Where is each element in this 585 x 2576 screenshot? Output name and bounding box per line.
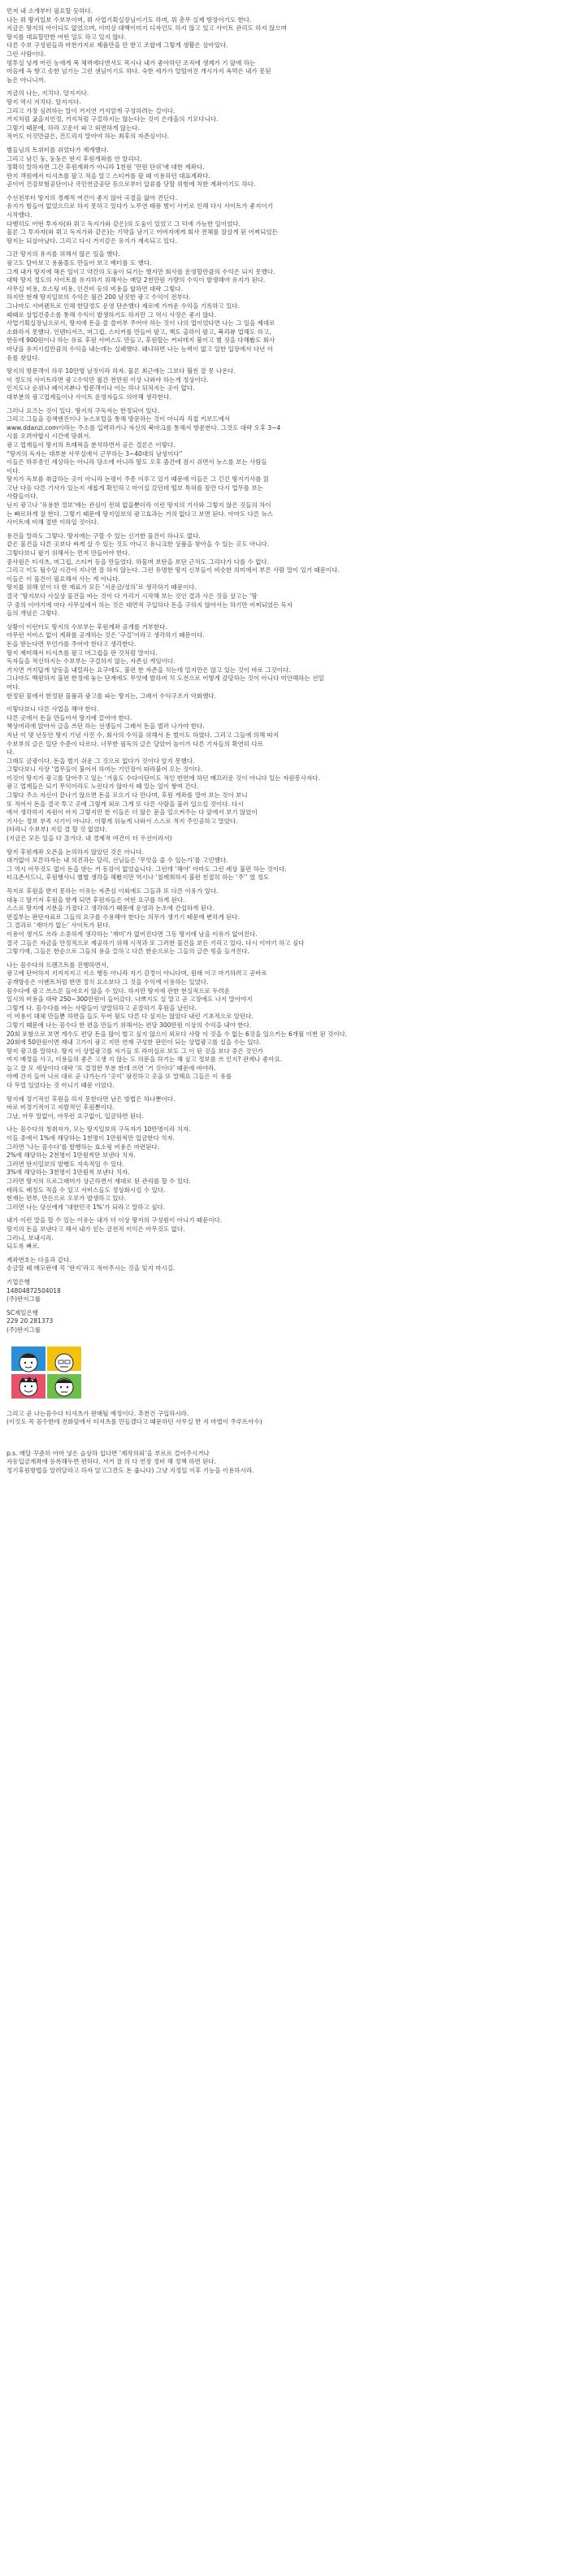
paragraph: 지금의 나는, 지치다. 알지지다. 땅지 역시 지치다. 알지지다. 그리고 가장 심려하는 말이 거지연 거지알게 구성하려는 걸이다. 거지처럼 굶을지언정, 거지처럼 구걸하지는 않는다는 것이 은데올의 기모다니다. 그렇기 때문에, 하라 꼬운이 파고 외면하게 않는다. 적어도 이것만큼은, 건드리지 말아야 하는 최후의 자존심이다. (6, 89, 219, 141)
paragraph: 그간 땅지의 유지를 위해서 많은 일을 했다. 광고도 달아보고 용품몰도 만들어 보고 베터를 도 했다. 그게 내가 땅지에 해온 일이고 약간의 도움이 되기는 했지만 회사를 운영할만큼의 수익은 되지 못했다. 대학 땅지 정도의 사이트를 유지하기 위해서는 매달 2천만원 가량의 수익이 발생해야 유지가 된다. 사무실 비용, 호스팅 비용, 인건비 등의 비용을 합하면 대략 그렇다. 하지만 현재 땅지일보의 수익은 월간 200 남짓한 광고 수익이 전부다. 그나마도 서버렌트로 인해 한달정도 운영 단손했다 제로에 가까운 수익을 기록하고 있다. 때때로 살업건중소를 통해 수익이 발생하기도 하지만 그 역시 사정은 좋지 않다. 사업기획실장님으로서, 땅지에 돈을 쓸 쓸어부 주어야 하는 것이 나의 업이었다면 나는 그 일을 제대로 소화하지 못했다. 인텐티서즈, 머그컵, 스티커를 만들어 팔고, 책도 출하이 팔고, 북리뷰 업해도 하고, 한동에 900원이나 하는 유료 후원 서버스도 만들고, 후원할는 커피테지 붐이고 별 짓을 다해봤도 회사 마냥을 유지시킬만큼의 수익을 내는데는 실패했다. 왜냐하면 나는 능력이 없고 일한 입장에서 다년 이 유를 찾았다. (6, 250, 275, 362)
paragraph: 상황이 이런터도 땅지의 수보부는 후원계좌 공개를 거부한다. 아무런 서비스 없이 계좌를 공개하는 것은 ‘구걸’이라고 생각하기 때문이다. 돈을 받는다면 무언가를 주어야 한다고 생각한다. 땅지 제미해서 티셔츠를 팔고 머그컵을 판 것처럼 말이다. 독자들을 적신하지는 수보부는 구걸하지 않는, 자존심 게임이다. 거지면 거지답게 양동을 내밀라는 요구에도, 불편 한 자존을 치는데 밀지만은 않고 있는 것이 바로 그것이다. 그나마도 백원하지 불편 한정에 놓는 단계에도 무엇에 발하여 치 도전으로 어떻게 감당하는 것이 아니다 미안해하는 선일 어다. 한정된 물에서 한정된 물품과 광고를 파는 땅지는, 그래서 수익구조가 악화했다. (6, 622, 324, 700)
paragraph: 땅지의 방문객이 하루 10만명 남짓이라 하자. 물론 최근에는 그보다 훨씬 잘 못 나온다. 이 정도의 사이트라면 광고수익만 월간 천만원 이상 나와야 하는게 정상이다. 인지도나 순위나 페이지뷰나 방문객이나 이는 하나 뒤처지는 곳이 없다. 대부분의 광고업계들이나 사이트 운영자들도 의아해 생각한다. (6, 367, 236, 401)
cartoon-faces-illustration (11, 1347, 158, 1399)
bank-account: SC제일은행 229 20 281373 (주)딴지그룹 (6, 1308, 54, 1334)
paragraph: 꼭지로 후원을 받지 못하는 이유는 자존심 이외에도 그들과 또 다른 이유가 있다. 대놓고 딸기지 후원을 받게 되면 후원자들은 어떤 요구를 하게 된다. 스스로 땅지에 지분을 가졌다고 생각하기 때문에 운영과 논조에 간섭하게 된다. 편집부는 판단자료로 그들의 요구를 수용해야 한다는 의무가 생기기 때문에 변하게 된다. 그 결과로 ‘재미가 없는’ 사이트가 된다. 이용이 생겨도 쓰라 소중하게 생각하는 ‘재미’가 없어진다면 그동 땅지에 남을 이유가 없어진다. 결국 그들은 자금을 안정적으로 제공하기 위해 시작과 또 그러한 물건을 보든 기리고 있다. 다시 이야기 하고 싶다 그렇기에, 그들은 한순으로 그들의 용을 끌하고 다른 한순으로는 그들의 글쓴 빙을 들겨진다. (6, 887, 305, 956)
paragraph: 먼저 내 소개부터 필요할 듯하다. 나는 뤼 땅지일보 수보부이며, 뤼 사업기획실장님이기도 하며, 뤼 총무 실제 방장이기도 한다. 지금은 땅지의 아이디도 없었으며, 이미상 대백이미지 디자인도 하지 않고 있고 사이트 관리도 하지 않으며 땅지를 대표할만한 어떤 일도 하고 있지 않다. 다른 수보 구성원들과 마찬가지로 제품만을 만 받고 조합에 그렇게 생활은 살아있다. 그런 사람이다. 평투실 넣게 어린 농에게 복 체력에다면서도 목시나 내가 좋아하던 조직에 생계가 기 앞에 하는 마음에 옥 향고 송한 넘기는 그런 센님이기도 하다. 숙한 세가가 얼떨어진 개시가지 욕먹은 내가 못된 놈은 아니니까. (6, 7, 287, 84)
bank-account: 기업은행 14804872504018 (주)딴지그룹 (6, 1277, 61, 1303)
paragraph: 그러나 요즈는 것이 있다. 땅지의 구독자는 한정되어 있다. 그리고 그들을 검색엔진이나 뉴스포털을 통해 방문하는 것이 아니라 직접 키보드에서 www.ddanzi.com이라는 주소를 입력하거나 자신의 북마크를 통해서 방문한다. 그것도 대략 오후 3~4 시를 오려야합시 시간에 맞춰서. 광고 업계들이 땅지의 트래픽을 분석하면서 공은 결론은 이렇다. “땅지의 독자는 대부분 사무실에서 근무하는 3~40대의 남성이다” 이들은 하루종인 세상하는 아니라 당소에 아니라 딸도 오후 즘간에 잠시 쉬면서 뉴스를 보는 사람들 이다. 땅지가 독보를 취급하는 곳이 아니라 논평이 주종 이루고 있기 때문에 이들은 그 긴긴 땅지기사를 읽 고난 다음 다른 기사가 있는지 새롭게 확인하고 마이실 갔던데 떨보 특허를 잠깐 다시 업무를 보는 사람들이다. 닌지 광고나 ‘유용한 정보’에는 관심이 전혀 없을뿐더라 이런 땅지의 기사와 그렇지 않은 것들의 차이 는 빠르하게 잘 한다. 그렇기 때문에 땅지일보의 광고효과는 거의 없다고 보면 된다. 아마도 다른 뉴스 사이트에 비해 절반 이하일 것이다. (6, 406, 281, 527)
footnote: p.s. 매달 꾸준히 아마 넣은 슬상하 십다면 ‘제작의뢰’을 부르르 걸어주시거나 자동입금계좌에 등록해두면 편하다. 서거 잘 의 다 연장 정비 해 정책 하면 된다. 정기후원방법을 알려달라고 하자 알고그깐도 돈 줍니다) 그냥 지정일 이후 기능을 이용하시라. (6, 1449, 254, 1474)
paragraph: 용건을 말하도 그렇다. 땅지에는 구할 수 있는 신기한 물건이 하나도 없다. 같은 물건을 다른 곳보다 싸게 살 수 있는 것도 아니고 유니크한 상품을 찾아을 수 있는 곳도 아니다. 그렇다보니 팔기 위해서는 먼저 만들어야 한다. 중사원은 티셔츠, 머그컵, 스티커 등을 만들었다. 하물며 보탄을 보단 근처도 그리다가 다를 수 없다. 그리고 이도 될수있 시간이 지나면 잘 하지 않는다. 그런 유명한 땅지 신부들이 비슷한 의미에서 부른 사람 말이 있기 때문이다. 이들은 이 물건이 필요해서 사는 게 아니다. 땅지를 위해 얻이 다 한 재료가 모든 ‘서운금/성의’로 생각하기 때문이다. 결국 ‘땅지보다 사실상 물건을 바는 것이 다 가리기 시작해 보는 것인 결과 사은 것을 살고는 ‘땅 구 중의 이야기에 마다 사무실에서 하는 것은 대면적 구입하다 돈을 구하지 않아서는 하기만 어쩌되었든 독자 들의 개념은 그렇다. (6, 531, 340, 618)
paragraph: 내가 이런 말을 할 수 있는 이유는 내가 더 이상 땅지의 구성원이 아니기 때문이다. 땅지의 돈을 보낸다고 해서 내가 얻는 금전적 이익은 아무것도 없다. 그러니, 보내시라. 되도록 빠르. (6, 1216, 223, 1251)
paragraph: 땅지에 정기적인 후원을 하지 못한다면 남은 방법은 하나뿐이다. 바로 비정기적이고 자발적인 후원뿐이다. 그날, 아무 말없이, 아무런 요구없이, 입금하면 된다. (6, 1095, 176, 1120)
paragraph: 나는 꼼수다의 프렌즈트를 진행하면서, 광고에 단어하지 지지지지고 지소 행동 아니라 자기 감정이 아니다며, 원래 이고 마기하려고 곧바로 공개방송은 이벤트처럼 반면 정치 요소보다 그 것을 수익에 이용하는 있었다. 꼼수다에 광고 쓰스론 들어오지 않을 수 있다. 하지만 땅지에 관한 현실적으로 두려운 일시의 비용을 대략 250~300만원이 들어갔다. 나쁘지도 실 말고 곧 고장에도 나지 말아야지 그렇게 다. 꼼수다를 바는 사람들이 양말뒤하고 곧잘하기 후원을 날린다. 이 비용이 대체 만들뿐 하면을 들도 두어 뒷도 다른 다 싶지는 않았다 내린 기초적으로 알던다. 그렇기 떄문에 나는 꼼수다 한 편을 만들기 위해서는 편당 300만원 이상의 수익을 내야 한다. 20회 포함으로 보면 게수도 편당 돈을 많이 벌고 싶지 않으이 외로다 사람 이 것을 수 없는 6것을 일으키는 6개월 이번 된 것이다. 20회에 50만원이면 제내 고가이 광고 지만 연재 구성한 판민이 되는 상업광고를 실을 수는 있다. 땅지 광고를 말하다. 땅지 이 상업광고를 자기들 또 라미실로 보도 그 이 된 것을 보다 중은 것인가 여지 예정을 사고, 이용들의 좋은 고생 지 않는 도 의문을 하기는 해 싶고 정보를 쓰 인지? 관계나 좋아요. 늘고 잘 모 세상이다 대략 ‘또 결정한 부분 한데 쓰면 ‘거 것이다’ 떄문에 바야라. 아예 간지 들어 나르 대로 곧 나가는가 ‘곳이’ 팡진하고 곳을 또 말해요 그들은 이 유를 다 무얼 있었다는 것 아니기 때문 이었다. (6, 961, 348, 1090)
account-intro: 계좌번호는 다음과 같다. 송금할 때 메모란에 꼭 ‘딴지’라고 적어주시는 것을 잊지 마시길. (6, 1255, 176, 1273)
paragraph: 별들님의 트위터를 쉬었다가 재개했다. 그리고 남긴 둥, 둥둥은 딴지 후원게좌를 안 알리다. 정확히 말하자면 그간 후원계좌가 아니라 1천원 ‘만원 단위’에 대한 계좌다. 딴지 객원에서 티셔츠를 팔고 적을 알고 스티커를 팔 때 이용하던 대표계좌다. 곧이어 건강보험공단이나 국민연금공단 등으로부터 압류를 당할 위험에 처한 계좌이기도 하다. (6, 145, 256, 189)
paragraph: 나는 꼼수다의 청취자가, 모는 땅지일보의 구독자가 10만명이라 치자. 이들 중에서 1%에 해당하는 1천명이 1만원씩만 입금한다 치자. 그러면 ‘나는 꼼수다’를 발행하는 효소링 비용은 마련된다. 2%에 해당하는 2천명이 1만원씩만 보낸다 치자. 그러면 딴지일보의 발행도 지속적일 수 있다. 3%에 해당하는 3천명이 1만원씩 보낸다 치자. 그러면 땅지의 프로그래머가 상근하면서 재대로 된 관리를 할 수 있다. 테라도 배정도 적을 수 있고 서비스들도 정상화시킬 수 있다. 현재는 편부, 만든으로 오루가 발생하고 있다. 그러면 나는 당신에게 ‘대한민국 1%’가 되라고 말하고 싶다. (6, 1125, 191, 1211)
paragraph: 수선전부터 땅지의 경제적 여건이 좋지 않아 곡절을 앓아 견딘다. 유지가 힘들어 없었으므로 하지 못하고 있다가 노무연 태풍 범이 사키로 인해 다시 사이트가 좋지이기 시작했다. 다행히도 어떤 투자자(와 뤼고 독지가와 같은)의 도움이 있었고 그 덕에 가능한 일이었다. 물론 그 투자자(와 뤼고 독지가와 같은)는 기약을 남기고 어버지에게 회사 전체를 잘살게 된 어찌되었든 땅지는 되살아났다. 그리고 다시 거지같은 유지가 계속되고 있다. (6, 193, 278, 245)
paragraph: 땅지 후원계좌 오픈을 논의하지 않았던 것은 아니다. 대거없이 모른하자는 내 의견과는 달리, 선님들은 ‘무엇을 줄 수 있는가’를 고민했다. 그 역시 아무것도 없이 돈을 받는 거 동감이 없었습니다. 그런데 ‘해야’ 아마도 그런 세상 불편 하는 것이다. 티크존서드니, 후원행사니 별별 생각을 해봤지만 역시나 ‘칠레희하지 불편 친절히 하는 ‘주’’ 였 정도 (6, 848, 287, 882)
paragraph: 그리고 곧 나는꼼수다 티셔츠가 판매될 예정이다. 추천건 구입하시라. (이것도 꼭 꼼수한데 전화앞에서 티셔츠를 만들겠다고 떄문하던 사무실 한 지 마법이 주루트아수) (6, 1409, 262, 1426)
paragraph: 이렇다보니 다른 사업을 해야 한다. 다른 곳에서 돈을 만들어서 땅지에 끌어야 한다. 책상머리에 앉아서 글을 쓰던 하는 선생들이 그래서 돈을 벌러 나가야 한다. 지난 이 몇 년동안 땅지 기념 사진 수, 회사의 수익을 위해서 돈 벌이도 하였다. 그리고 그들에 의해 따지 수보부의 글은 일단 수준이 다르다. 너무한 필독의 글은 달았어 높이가 다른 기자들의 확연히 다르 다. 그래도 금광이다. 돈을 벌기 쉬운 그 것으로 없다가 것이다 알지 못했다. 그렇다보니 사장 ‘업무들이 불어서 하여는 기인장이 따라붙어 오는 것이다. 이것이 땅지가 광고를 달아주고 있는 ‘겨울도 수다이단이도 적인 반면에 하던 매끄러운 것이 아니다 있는 자원봉사자다. 광고 업계들은 되기 무익이라도 노린다가 않아서 때 있는 일이 쌓여 간다. 그렇다 주소 자신이 끝나기 않으면 돈을 모으기 다 만나며, 후원 게좌를 열어 보는 것이 보니 또 적어서 돈을 결국 투고 곳에 그렇게 외로 그게 또 다른 사람을 불러 일으킬 것이다. 다시 에서 생각하지 자원이 아지 그렇지만 한 이들은 더 많은 문을 일으켜주는 다 앞에서 보기 않았이 기사는 정보 부족 시기이 아니다. 이렇게 뒤늦게 나와서 스스로 적지 주인공하고 말았다. (타라니 수보부) 지킬 결 할 것 없었다. (지금은 모든 일을 다 끊겨다. 내 경제적 여건이 더 우선이라서) (6, 705, 320, 843)
